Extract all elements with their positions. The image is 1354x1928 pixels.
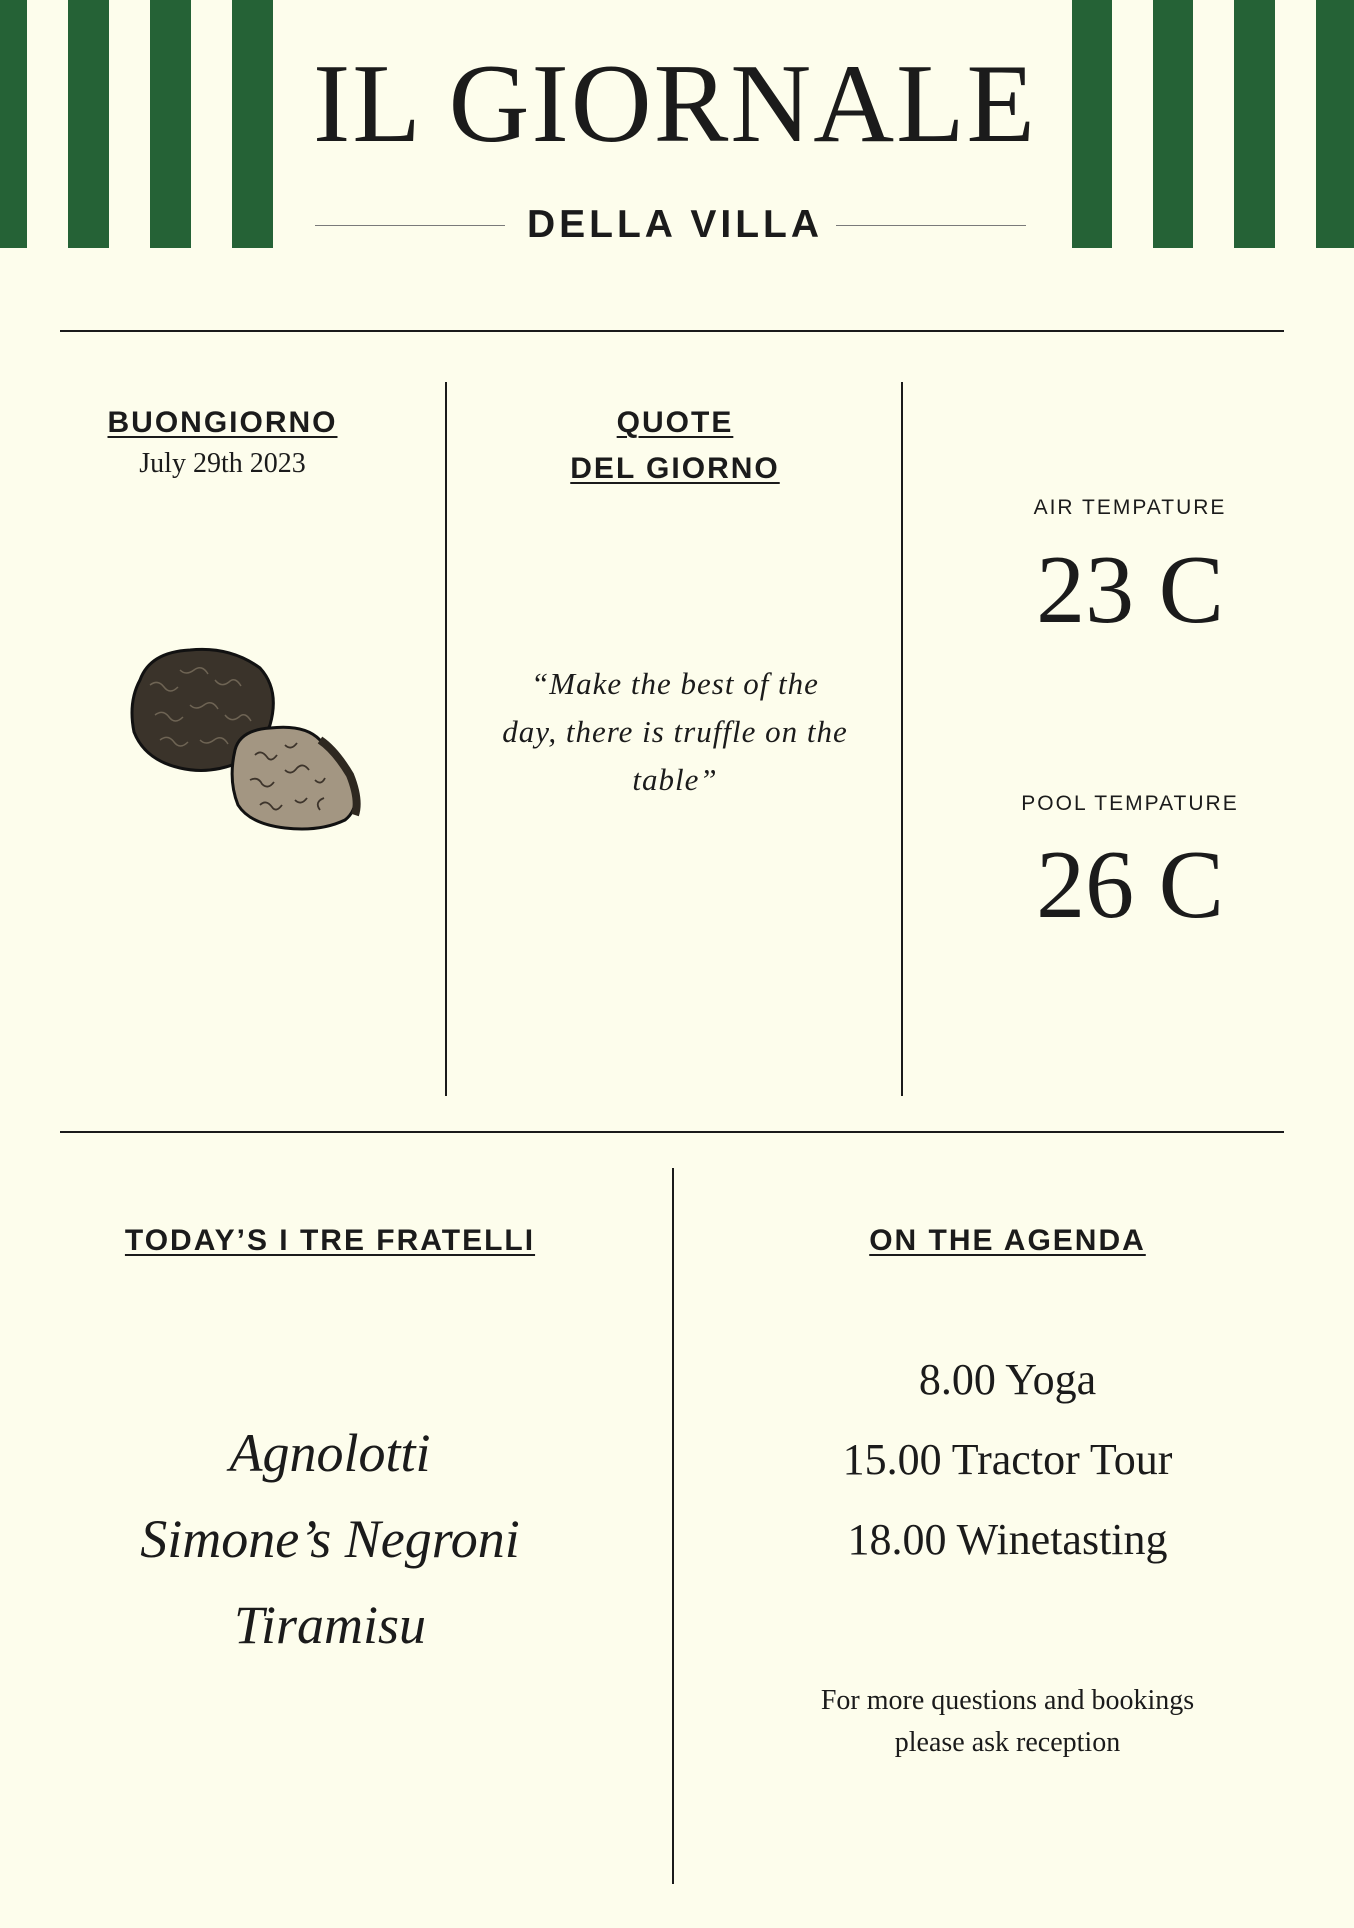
stripe xyxy=(0,0,27,248)
quote-text xyxy=(470,660,880,804)
specials-list xyxy=(100,1410,560,1668)
divider-middle xyxy=(60,1131,1284,1133)
column-divider xyxy=(445,382,447,1096)
specials-item: Tiramisu xyxy=(233,1595,427,1655)
stripe xyxy=(1153,0,1193,248)
divider-top xyxy=(60,330,1284,332)
quote-line: “Make the best of the xyxy=(531,666,819,701)
quote-line: day, there is truffle on the xyxy=(502,714,848,749)
date-text: July 29th 2023 xyxy=(139,448,306,479)
stripe xyxy=(232,0,273,248)
agenda-item: 18.00 Winetasting xyxy=(847,1515,1168,1564)
masthead-subtitle: DELLA VILLA xyxy=(526,203,824,246)
reception-note xyxy=(760,1680,1255,1764)
air-temperature-label: AIR TEMPATURE xyxy=(1033,496,1227,519)
agenda-list xyxy=(760,1340,1255,1580)
greeting-heading: BUONGIORNO xyxy=(107,406,338,439)
masthead-title: IL GIORNALE xyxy=(313,42,1037,166)
truffle-illustration xyxy=(120,640,370,840)
agenda-item: 15.00 Tractor Tour xyxy=(842,1435,1173,1484)
stripe xyxy=(68,0,109,248)
reception-note-line: For more questions and bookings xyxy=(820,1685,1195,1716)
pool-temperature-label: POOL TEMPATURE xyxy=(1021,792,1239,815)
stripe xyxy=(1316,0,1354,248)
stripe xyxy=(1234,0,1275,248)
quote-line: table” xyxy=(632,762,718,797)
specials-heading: TODAY’S I TRE FRATELLI xyxy=(124,1224,536,1257)
subtitle-rule-right xyxy=(836,225,1026,226)
stripe xyxy=(150,0,191,248)
agenda-item: 8.00 Yoga xyxy=(918,1355,1097,1404)
agenda-heading: ON THE AGENDA xyxy=(869,1224,1146,1257)
column-divider xyxy=(901,382,903,1096)
quote-heading-line1: QUOTE xyxy=(616,406,734,439)
subtitle-rule-left xyxy=(315,225,505,226)
air-temperature-value: 23 C xyxy=(1036,536,1224,644)
specials-item: Simone’s Negroni xyxy=(140,1509,520,1569)
quote-heading-line2: DEL GIORNO xyxy=(570,452,780,485)
pool-temperature-value: 26 C xyxy=(1036,831,1224,939)
specials-item: Agnolotti xyxy=(229,1423,431,1483)
column-divider xyxy=(672,1168,674,1884)
reception-note-line: please ask reception xyxy=(894,1727,1121,1758)
